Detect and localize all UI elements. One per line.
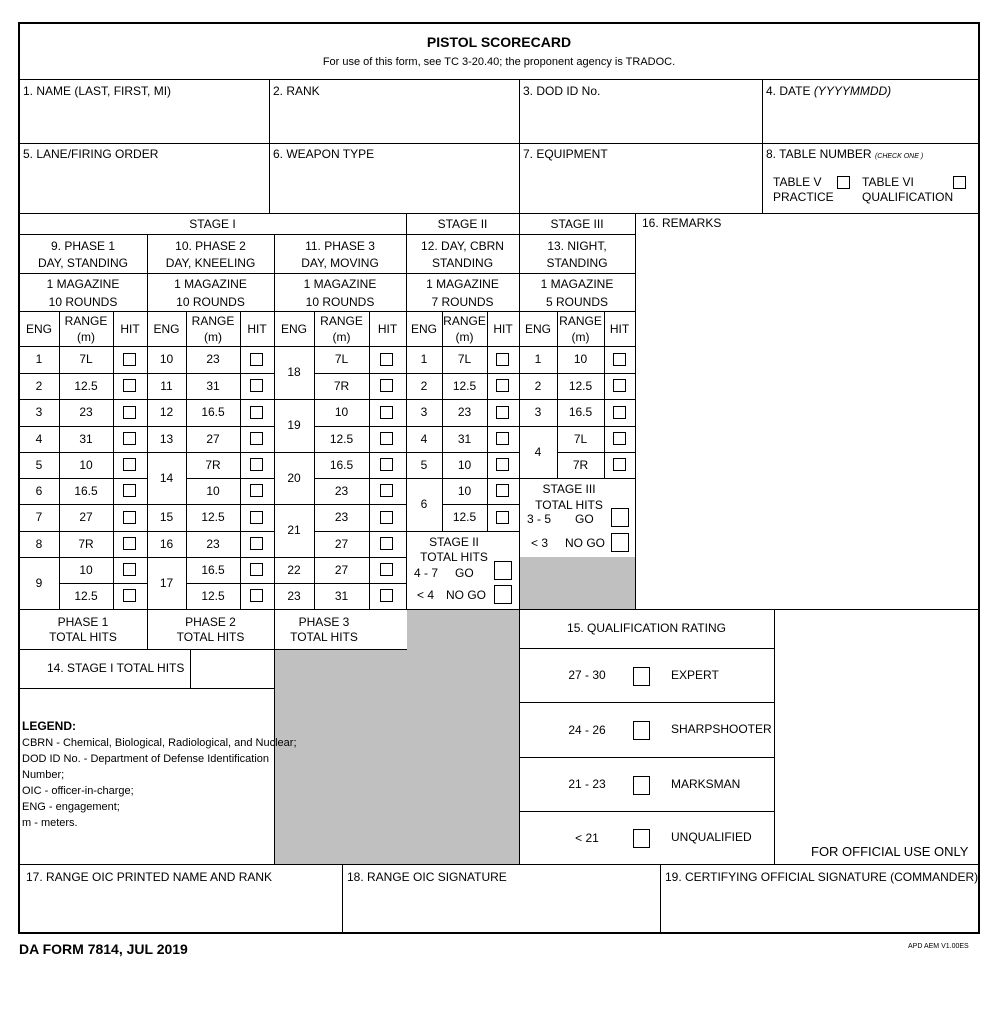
stage-1-total-label: 14. STAGE I TOTAL HITS [47,661,185,675]
stage-2-go-label: GO [455,566,474,580]
rating-range: 27 - 30 [568,668,606,682]
eng-number: 13 [159,431,174,446]
stage-2-total-sub: TOTAL HITS [420,550,488,564]
range-value: 16.5 [329,457,354,472]
range-value: 16.5 [568,405,593,419]
divider [519,79,520,213]
oic-signature-input[interactable] [345,888,657,931]
hit-checkbox[interactable] [123,353,136,366]
range-unit-header: (m) [571,329,590,344]
phase-1-total-sub: TOTAL HITS [49,630,117,644]
divider [19,234,635,235]
table-v-sub: PRACTICE [773,190,834,204]
eng-number: 19 [287,418,301,432]
form-number: DA FORM 7814, JUL 2019 [19,941,188,957]
divider [190,649,191,688]
divider [19,864,979,865]
eng-number: 5 [35,457,43,472]
p2-header-line2: DAY, KNEELING [165,256,256,270]
divider [762,79,763,213]
divider [19,79,979,80]
eng-number: 22 [287,562,301,577]
hit-col-header: HIT [120,321,140,336]
eng-col-header: ENG [524,321,551,336]
hit-checkbox[interactable] [613,432,626,445]
stage-1-total-input[interactable] [192,651,272,686]
stage-3-nogo-range: < 3 [531,536,549,550]
stage-2-nogo-range: < 4 [417,588,435,602]
hit-checkbox[interactable] [613,353,626,366]
rank-field[interactable] [272,103,516,139]
hit-checkbox[interactable] [250,511,263,524]
hit-checkbox[interactable] [123,484,136,497]
hit-checkbox[interactable] [613,458,626,471]
range-value: 23 [206,352,220,366]
eng-number: 20 [287,470,301,485]
legend-line: ENG - engagement; [22,801,120,813]
range-col-header: RANGE [443,313,486,328]
lane-field[interactable] [22,166,266,210]
divider [19,688,275,689]
oic-name-label: 17. RANGE OIC PRINTED NAME AND RANK [26,870,273,884]
eng-number: 5 [420,457,428,472]
stage-3-nogo-checkbox[interactable] [611,533,629,552]
eng-number: 3 [35,405,43,419]
name-input[interactable] [22,103,266,139]
rank-input[interactable] [272,103,516,139]
rating-label: EXPERT [671,667,719,682]
equipment-label: 7. EQUIPMENT [523,147,608,161]
eng-number: 4 [420,431,428,446]
oic-signature-label: 18. RANGE OIC SIGNATURE [347,870,507,884]
divider [19,273,635,274]
stage-2-go-checkbox[interactable] [494,561,512,580]
eng-col-header: ENG [25,321,52,336]
shaded-area [407,610,519,864]
certifying-signature-field[interactable] [663,888,975,931]
phase-3-total-label: PHASE 3 [298,615,350,629]
rating-range: < 21 [575,830,599,845]
phase-1-total-label: PHASE 1 [57,615,109,629]
hit-checkbox[interactable] [250,432,263,445]
eng-number: 6 [35,483,43,498]
hit-checkbox[interactable] [123,406,136,419]
shaded-area [275,650,407,864]
eng-number: 3 [420,405,428,419]
phase-3-total-sub: TOTAL HITS [290,630,358,644]
eng-number: 2 [420,378,428,393]
eng-number: 21 [287,523,301,537]
legend-line: OIC - officer-in-charge; [22,785,134,797]
range-value: 12.5 [201,588,225,603]
eng-number: 2 [35,378,43,393]
name-field[interactable] [22,103,266,139]
date-label-text: 4. DATE [766,84,811,98]
range-unit-header: (m) [455,329,474,344]
oic-signature-field[interactable] [345,888,657,931]
eng-number: 10 [159,352,174,366]
rating-checkbox[interactable] [633,721,650,740]
eng-number: 1 [534,352,542,366]
eng-number: 4 [534,444,542,459]
range-value: 10 [206,483,220,498]
rating-range: 24 - 26 [568,722,606,737]
range-value: 10 [334,405,349,419]
p5-magazine: 1 MAGAZINE [540,277,614,291]
legend-title: LEGEND: [22,719,76,733]
hit-checkbox[interactable] [380,484,393,497]
rating-checkbox[interactable] [633,667,650,686]
dod-id-input[interactable] [522,103,759,139]
p3-header-line1: 11. PHASE 3 [305,239,375,253]
weapon-input[interactable] [272,166,516,210]
p3-header-line2: DAY, MOVING [301,256,379,270]
oic-name-input[interactable] [22,888,339,931]
p3-rounds: 10 ROUNDS [305,295,375,309]
hit-checkbox[interactable] [250,484,263,497]
table-v-label: TABLE V [773,175,822,189]
hit-checkbox[interactable] [250,379,263,392]
p1-header-line2: DAY, STANDING [37,256,129,270]
hit-checkbox[interactable] [250,406,263,419]
range-value: 23 [334,510,349,524]
legend-line: m - meters. [22,817,78,829]
p1-rounds: 10 ROUNDS [48,295,118,309]
divider [519,213,520,864]
rating-label: MARKSMAN [671,776,741,791]
divider [342,864,343,934]
legend-line: Number; [22,769,65,781]
range-value: 10 [573,352,588,366]
hit-checkbox[interactable] [123,379,136,392]
date-label [766,85,891,98]
p4-rounds: 7 ROUNDS [431,295,494,309]
stage-3-go-checkbox[interactable] [611,508,629,527]
eng-number: 11 [160,378,173,393]
hit-checkbox[interactable] [123,511,136,524]
range-value: 31 [79,431,93,446]
p2-rounds: 10 ROUNDS [176,295,245,309]
eng-number: 2 [534,378,542,393]
eng-col-header: ENG [280,321,307,336]
hit-checkbox[interactable] [380,406,393,419]
date-format: (YYYYMMDD) [813,84,892,98]
eng-number: 15 [159,510,174,524]
range-value: 7L [334,352,349,366]
hit-checkbox[interactable] [380,511,393,524]
table-number-text: 8. TABLE NUMBER [766,147,872,161]
equipment-field[interactable] [522,166,759,210]
oic-name-field[interactable] [22,888,339,931]
p4-magazine: 1 MAGAZINE [426,277,499,291]
p1-magazine: 1 MAGAZINE [46,277,120,291]
rating-label: SHARPSHOOTER [671,722,772,736]
stage-2-nogo-checkbox[interactable] [494,585,512,604]
range-value: 16.5 [201,562,225,577]
divider [660,864,661,934]
rating-label: UNQUALIFIED [671,830,752,844]
stage-3-nogo-label: NO GO [565,536,606,550]
divider [269,79,270,213]
hit-checkbox[interactable] [123,563,136,576]
range-value: 27 [334,562,349,577]
eng-number: 1 [35,352,43,366]
eng-number: 18 [287,365,301,379]
certifying-signature-input[interactable] [663,888,975,931]
phase-2-total-sub: TOTAL HITS [176,630,245,644]
lane-input[interactable] [22,166,266,210]
hit-checkbox[interactable] [380,563,393,576]
p3-magazine: 1 MAGAZINE [303,277,377,291]
range-value: 12.5 [568,378,593,393]
dod-id-field[interactable] [522,103,759,139]
p1-header-line1: 9. PHASE 1 [50,239,116,253]
hit-checkbox[interactable] [123,432,136,445]
range-value: 12.5 [74,378,98,393]
row-divider [406,531,519,532]
hit-checkbox[interactable] [250,537,263,550]
table-v-checkbox[interactable] [837,176,850,189]
certifying-signature-label: 19. CERTIFYING OFFICIAL SIGNATURE (COMMANDER) [665,870,979,884]
range-value: 31 [334,588,349,603]
divider [240,311,241,609]
eng-number: 7 [35,510,43,524]
range-unit-header: (m) [77,329,95,344]
table-vi-label: TABLE VI [862,175,914,189]
range-value: 27 [206,431,220,446]
stage-2-total-title: STAGE II [429,535,479,549]
hit-checkbox[interactable] [380,432,393,445]
hit-checkbox[interactable] [250,353,263,366]
p2-magazine: 1 MAGAZINE [174,277,247,291]
remarks-label: 16. REMARKS [642,216,722,230]
rating-range: 21 - 23 [568,777,606,791]
row-divider [519,478,635,479]
lane-label: 5. LANE/FIRING ORDER [23,147,159,161]
hit-checkbox[interactable] [250,589,263,602]
range-value: 12.5 [329,431,354,446]
hit-checkbox[interactable] [496,484,509,497]
hit-checkbox[interactable] [123,589,136,602]
divider [369,311,370,609]
hit-checkbox[interactable] [123,537,136,550]
table-vi-sub: QUALIFICATION [862,190,954,204]
range-value: 12.5 [452,378,477,393]
p5-header-line1: 13. NIGHT, [547,239,607,253]
hit-checkbox[interactable] [123,458,136,471]
range-value: 10 [79,457,93,472]
hit-checkbox[interactable] [613,379,626,392]
eng-number: 6 [420,497,428,511]
rank-label: 2. RANK [273,84,320,98]
hit-checkbox[interactable] [496,379,509,392]
rating-checkbox[interactable] [633,829,650,848]
page-title: PISTOL SCORECARD [426,34,572,50]
range-col-header: RANGE [191,313,235,328]
hit-checkbox[interactable] [496,406,509,419]
range-value: 27 [79,510,93,524]
stage-2-go-range: 4 - 7 [414,566,439,580]
range-value: 23 [334,483,349,498]
eng-col-header: ENG [410,321,437,336]
range-value: 23 [457,405,472,419]
hit-checkbox[interactable] [380,537,393,550]
hit-col-header: HIT [377,321,398,336]
eng-number: 16 [159,536,174,551]
range-value: 23 [206,536,220,551]
eng-number: 12 [159,405,174,419]
eng-number: 8 [35,536,43,551]
legend-line: CBRN - Chemical, Biological, Radiological, and Nuclear; [22,737,297,749]
range-value: 23 [79,405,93,419]
phase-2-total-label: PHASE 2 [185,615,236,629]
range-value: 7R [572,457,589,472]
range-value: 10 [457,457,472,472]
range-value: 10 [457,483,472,498]
stage-3-total-sub: TOTAL HITS [535,498,603,512]
p2-header-line1: 10. PHASE 2 [175,239,246,253]
hit-checkbox[interactable] [613,406,626,419]
weapon-field[interactable] [272,166,516,210]
dod-id-label: 3. DOD ID No. [523,84,601,98]
hit-checkbox[interactable] [380,458,393,471]
eng-number: 23 [287,588,301,603]
range-unit-header: (m) [332,329,351,344]
range-value: 31 [457,431,472,446]
range-value: 7L [573,431,588,446]
shaded-area [520,557,635,609]
stage-1-header: STAGE I [189,216,236,231]
eng-number: 3 [534,405,542,419]
range-value: 10 [79,562,93,577]
date-input[interactable] [765,103,975,139]
p5-header-line2: STANDING [546,256,608,270]
stage-2-header: STAGE II [437,216,488,231]
range-col-header: RANGE [64,313,108,328]
divider [113,311,114,609]
hit-checkbox[interactable] [496,511,509,524]
form-version: APD AEM V1.00ES [908,943,969,950]
table-vi-checkbox[interactable] [953,176,966,189]
legend-line: DOD ID No. - Department of Defense Identification [22,753,269,765]
range-value: 7R [78,536,94,551]
stage-3-go-label: GO [575,512,594,526]
p4-header-line1: 12. DAY, CBRN [421,239,504,253]
eng-number: 17 [159,575,174,590]
eng-col-header: ENG [153,321,180,336]
hit-checkbox[interactable] [380,353,393,366]
hit-col-header: HIT [247,321,267,336]
stage-3-total-title: STAGE III [542,482,596,496]
range-col-header: RANGE [559,313,602,328]
eng-number: 4 [35,431,43,446]
stage-1-total-field[interactable] [192,651,272,686]
hit-checkbox[interactable] [380,589,393,602]
name-label: 1. NAME (LAST, FIRST, MI) [23,84,172,98]
range-value: 16.5 [74,483,98,498]
hit-col-header: HIT [609,321,630,336]
p4-header-line2: STANDING [431,256,494,270]
hit-checkbox[interactable] [380,379,393,392]
qualification-title: 15. QUALIFICATION RATING [567,621,726,635]
range-value: 27 [334,536,349,551]
hit-checkbox[interactable] [250,563,263,576]
range-value: 31 [206,378,220,393]
official-use-label: FOR OFFICIAL USE ONLY [811,844,969,859]
eng-number: 14 [159,470,174,485]
divider [635,213,636,609]
range-value: 7R [205,457,221,472]
range-value: 16.5 [201,405,225,419]
stage-2-nogo-label: NO GO [446,588,487,602]
range-value: 7R [333,378,350,393]
divider [19,143,979,144]
stage-3-go-range: 3 - 5 [527,512,552,526]
date-field[interactable] [765,103,975,139]
table-number-label [766,148,923,163]
stage-3-header: STAGE III [550,216,604,231]
range-value: 12.5 [201,510,225,524]
p5-rounds: 5 ROUNDS [545,295,608,309]
range-value: 12.5 [74,588,98,603]
equipment-input[interactable] [522,166,759,210]
range-value: 7L [79,352,93,366]
table-number-note: (CHECK ONE ) [874,153,924,160]
page-subtitle: For use of this form, see TC 3-20.40; the proponent agency is TRADOC. [322,56,676,68]
hit-checkbox[interactable] [496,432,509,445]
eng-number: 9 [35,575,43,590]
range-value: 7L [457,352,472,366]
hit-checkbox[interactable] [496,458,509,471]
range-unit-header: (m) [204,329,222,344]
hit-checkbox[interactable] [496,353,509,366]
eng-number: 1 [420,352,428,366]
hit-col-header: HIT [493,321,513,336]
range-col-header: RANGE [320,313,363,328]
hit-checkbox[interactable] [250,458,263,471]
rating-checkbox[interactable] [633,776,650,795]
range-value: 12.5 [452,510,477,524]
weapon-label: 6. WEAPON TYPE [273,147,375,161]
